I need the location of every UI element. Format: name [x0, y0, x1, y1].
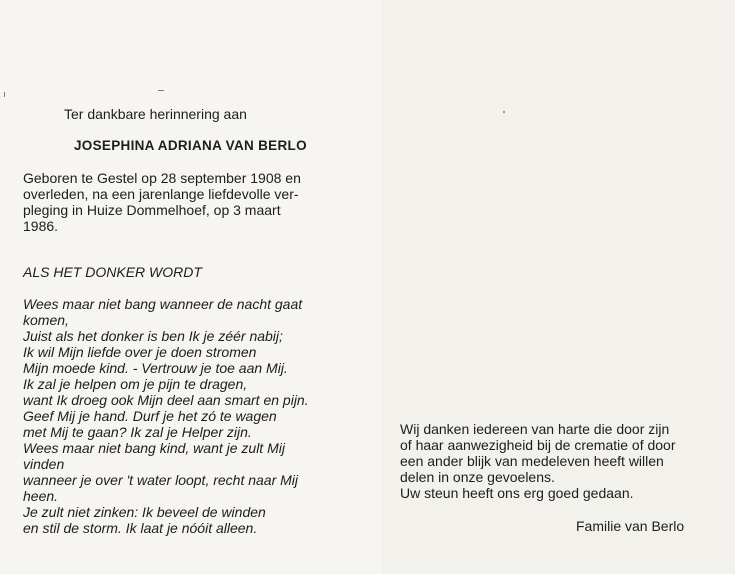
poem-line: met Mij te gaan? Ik zal je Helper zijn.: [23, 424, 252, 440]
right-page: [382, 0, 735, 574]
poem-line: en stil de storm. Ik laat je nóóit alleen.: [23, 520, 258, 536]
print-speck: [4, 92, 5, 97]
poem-line: Je zult niet zinken: Ik beveel de winden: [23, 504, 266, 520]
poem-line: wanneer je over 't water loopt, recht naar Mij: [23, 472, 299, 488]
thanks-line: of haar aanwezigheid bij de crematie of door: [400, 437, 676, 453]
bio-line: pleging in Huize Dommelhoef, op 3 maart: [23, 202, 281, 218]
thanks-line: delen in onze gevoelens.: [400, 469, 555, 485]
poem-line: komen,: [23, 312, 69, 328]
deceased-name: JOSEPHINA ADRIANA VAN BERLO: [74, 138, 307, 153]
poem-line: want Ik droeg ook Mijn deel aan smart en pijn.: [23, 392, 309, 408]
poem-line: Ik zal je helpen om je pijn te dragen,: [23, 376, 248, 392]
thanks-line: Uw steun heeft ons erg goed gedaan.: [400, 485, 634, 501]
poem-line: Ik wil Mijn liefde over je doen stromen: [23, 344, 257, 360]
intro-text: Ter dankbare herinnering aan: [64, 106, 247, 122]
poem-line: vinden: [23, 456, 65, 472]
bio-line: Geboren te Gestel op 28 september 1908 en: [23, 170, 301, 186]
poem-line: Wees maar niet bang wanneer de nacht gaat: [23, 296, 303, 312]
poem-line: Geef Mij je hand. Durf je het zó te wagen: [23, 408, 277, 424]
signature: Familie van Berlo: [576, 518, 685, 534]
poem-line: Mijn moede kind. - Vertrouw je toe aan Mij.: [23, 360, 288, 376]
poem-line: Wees maar niet bang kind, want je zult Mij: [23, 440, 285, 456]
thanks-line: Wij danken iedereen van harte die door zijn: [400, 421, 670, 437]
print-speck: [503, 111, 505, 113]
print-speck: [158, 90, 164, 91]
bio-line: 1986.: [23, 218, 59, 234]
bio-line: overleden, na een jarenlange liefdevolle ver-: [23, 186, 299, 202]
thanks-line: een ander blijk van medeleven heeft willen: [400, 453, 664, 469]
poem-line: heen.: [23, 488, 59, 504]
poem-line: Juist als het donker is ben Ik je zéér nabij;: [23, 328, 283, 344]
poem-title: ALS HET DONKER WORDT: [23, 264, 202, 280]
